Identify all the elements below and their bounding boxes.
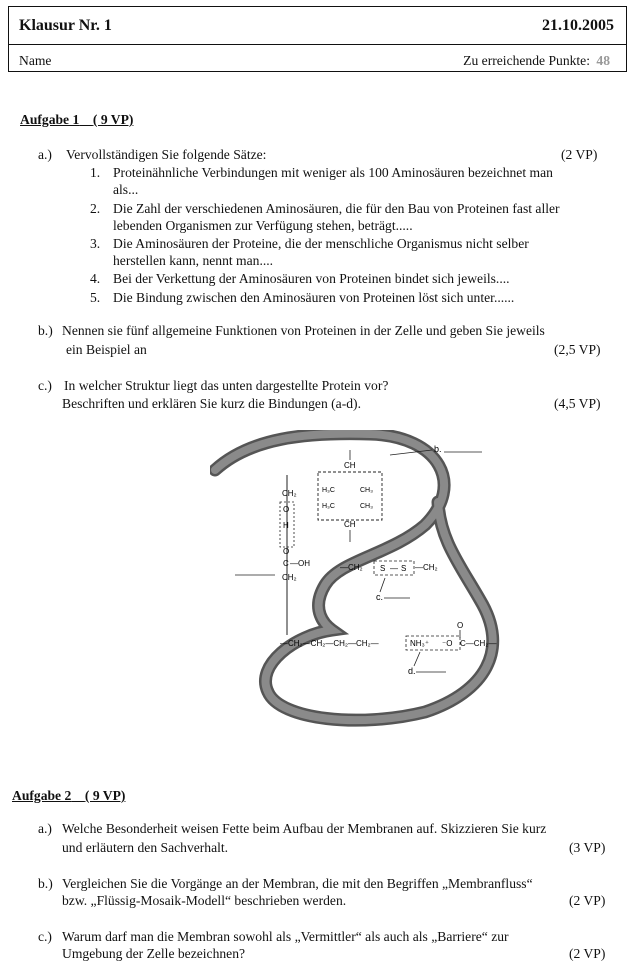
- task1-a-points: (2 VP): [561, 147, 598, 162]
- header-box: [8, 6, 627, 72]
- diagram-text: —: [390, 564, 398, 573]
- header-divider: [9, 44, 626, 45]
- item-number: 3.: [90, 236, 101, 251]
- diagram-text: —CH₂: [415, 563, 438, 572]
- exam-date: 21.10.2005: [542, 17, 614, 34]
- item-3-line2: herstellen kann, nennt man....: [113, 253, 274, 268]
- item-2-line2: lebenden Organismen zur Verfügung stehen, beträgt.....: [113, 218, 413, 233]
- task1-heading-points: ( 9 VP): [92, 112, 134, 127]
- item-number: 2.: [90, 201, 101, 216]
- polypeptide-backbone: [215, 434, 493, 721]
- task2-b-line1: Vergleichen Sie die Vorgänge an der Membran, die mit den Begriffen „Membranfluss“: [62, 876, 533, 891]
- task2-b-points: (2 VP): [569, 893, 606, 908]
- diagram-text: CH₃: [360, 503, 373, 510]
- item-3-line1: Die Aminosäuren der Proteine, die der menschliche Organismus nicht selber: [113, 236, 529, 251]
- diagram-text: O: [283, 547, 290, 556]
- diagram-text: CH: [344, 461, 356, 470]
- diagram-text: H: [283, 521, 289, 530]
- task2-a-line1: Welche Besonderheit weisen Fette beim Aufbau der Membranen auf. Skizzieren Sie kurz: [62, 821, 547, 836]
- task2-a-points: (3 VP): [569, 840, 606, 855]
- task1-b-line1: Nennen sie fünf allgemeine Funktionen von Proteinen in der Zelle und geben Sie jeweils: [62, 323, 545, 338]
- diagram-text: S: [401, 564, 407, 573]
- item-number: 5.: [90, 290, 101, 305]
- task1-c-points: (4,5 VP): [554, 396, 601, 411]
- item-1-line1: Proteinähnliche Verbindungen mit weniger als 100 Aminosäuren bezeichnet man: [113, 165, 553, 180]
- diagram-text: C—CH₂—: [460, 639, 497, 648]
- task2-b-label: b.): [38, 876, 53, 891]
- diagram-text: S: [380, 564, 386, 573]
- task1-b-label: b.): [38, 323, 53, 338]
- points-value: 48: [596, 53, 610, 68]
- item-2-line1: Die Zahl der verschiedenen Aminosäuren, die für den Bau von Proteinen fast aller: [113, 201, 560, 216]
- diagram-text: C: [283, 559, 289, 568]
- diagram-text: CH: [344, 520, 356, 529]
- item-number: 4.: [90, 271, 101, 286]
- exam-title: Klausur Nr. 1: [19, 17, 112, 34]
- task2-heading: Aufgabe 2 ( 9 VP): [12, 788, 126, 803]
- item-4-line1: Bei der Verkettung der Aminosäuren von Proteinen bindet sich jeweils....: [113, 271, 510, 286]
- label-b: b.: [434, 444, 442, 454]
- task1-b-line2: ein Beispiel an: [66, 342, 147, 357]
- diagram-text: —OH: [290, 559, 310, 568]
- diagram-text: O: [457, 621, 464, 630]
- task1-c-label: c.): [38, 378, 52, 393]
- task2-c-label: c.): [38, 929, 52, 944]
- diagram-text: CH₂: [282, 573, 297, 582]
- diagram-text: O: [283, 505, 290, 514]
- diagram-text: CH₂: [282, 489, 297, 498]
- task1-a-label: a.): [38, 147, 52, 162]
- task1-c-line1: In welcher Struktur liegt das unten dargestellte Protein vor?: [64, 378, 389, 393]
- task2-c-points: (2 VP): [569, 946, 606, 961]
- label-c: c.: [376, 592, 384, 602]
- diagram-text: —CH₂—CH₂—CH₂—CH₂—: [280, 639, 379, 648]
- points-label: Zu erreichende Punkte:: [463, 53, 590, 68]
- task2-c-line1: Warum darf man die Membran sowohl als „Vermittler“ als auch als „Barriere“ zur: [62, 929, 509, 944]
- task1-a-text: Vervollständigen Sie folgende Sätze:: [66, 147, 267, 162]
- item-number: 1.: [90, 165, 101, 180]
- diagram-text: NH₃⁺: [410, 639, 430, 648]
- diagram-text: CH₃: [360, 487, 373, 494]
- task2-b-line2: bzw. „Flüssig-Mosaik-Modell“ beschrieben werden.: [62, 893, 347, 908]
- diagram-text: ⁻O: [442, 639, 453, 648]
- diagram-text: H₃C: [322, 487, 335, 494]
- task1-c-line2: Beschriften und erklären Sie kurz die Bindungen (a-d).: [62, 396, 361, 411]
- name-label: Name: [19, 53, 52, 68]
- task2-heading-points: ( 9 VP): [84, 788, 126, 803]
- item-5-line1: Die Bindung zwischen den Aminosäuren von Proteinen löst sich unter......: [113, 290, 515, 305]
- task2-a-label: a.): [38, 821, 52, 836]
- label-d: d.: [408, 666, 416, 676]
- task1-heading: Aufgabe 1 ( 9 VP): [20, 112, 134, 127]
- protein-tertiary-structure-diagram: [210, 430, 510, 740]
- item-1-line2: als...: [113, 182, 139, 197]
- task2-a-line2: und erläutern den Sachverhalt.: [62, 840, 229, 855]
- task2-c-line2: Umgebung der Zelle bezeichnen?: [62, 946, 246, 961]
- diagram-text: H₃C: [322, 503, 335, 510]
- diagram-text: —CH₂: [340, 563, 363, 572]
- task1-b-points: (2,5 VP): [554, 342, 601, 357]
